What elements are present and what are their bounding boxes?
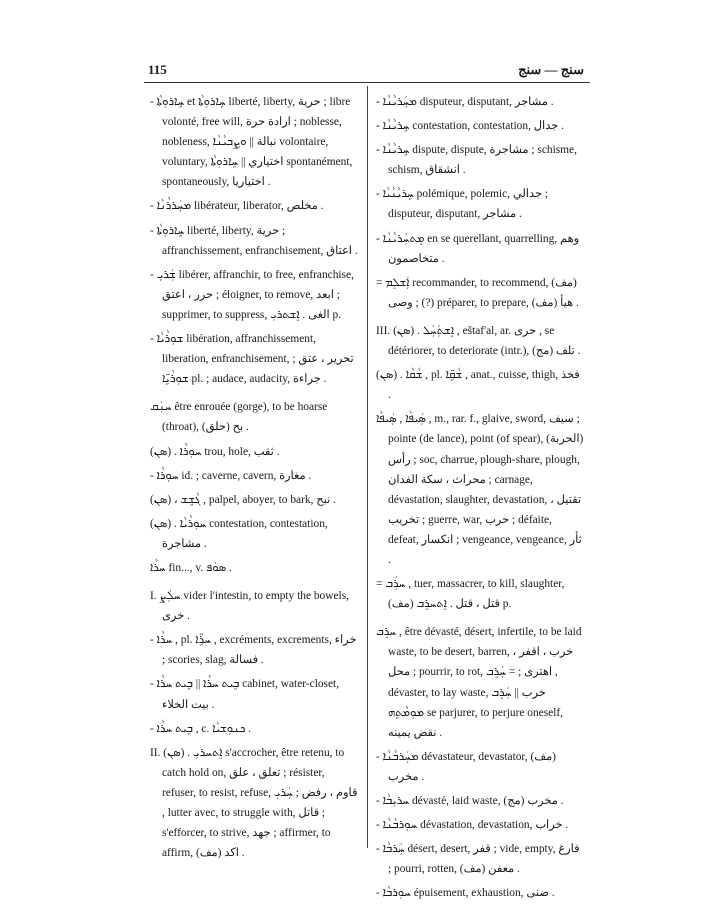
dictionary-entry: - ܡܚܲܪܝܵܢܵܐ disputeur, disputant, مشاجر . — [376, 96, 554, 108]
dictionary-entry: (ܣܢ) ، ܓܵܫܹܫ , palpel, aboyer, to bark, نبح . — [150, 493, 336, 506]
dictionary-entry: - ܚܘܼܪܒܵܐ épuisement, exhaustion, ضنى . — [376, 887, 555, 900]
running-head: سنج — سنج — [518, 62, 584, 77]
column-divider — [367, 86, 368, 848]
dictionary-entry: ܣܲܝܦܵܐ , ܣܲܝܦܵܐ , m., rar. f., glaive, sword, سيف ; pointe (de lance), point (of spear), (الحربة) رأس ; soc, charrue, plough-share, plough, محراث ، سكة الفدان ; carnage, dévastation, slaughter, devastation, تقتيل ، تخريب ; guerre, war, حرب ; défaite, defeat, انكسار ; vengeance, vengeance, ثأر . — [376, 413, 584, 566]
dictionary-entry: ܚܪܵܐ fin..., v. ܣܘܿܦ . — [150, 561, 232, 574]
dictionary-entry: (ܣܢ) . ܫܵܩܵܐ , pl. ܫܵܩܹ̈ܐ , anat., cuisse, thigh, فخذ . — [376, 369, 580, 402]
dictionary-entry: ܚܢܲܩ être enrouée (gorge), to be hoarse (throat), بح (حلق) . — [150, 401, 328, 434]
dictionary-entry: - ܚܹܪܝܵܢܵܐ contestation, contestation, جدال . — [376, 120, 564, 133]
dictionary-entry: - ܚܲܪܒܵܐ désert, desert, قفر ; vide, empty, فارغ ; pourri, rotten, (مف) معفن . — [376, 843, 580, 876]
dictionary-entry: - ܚܹܐܪܘܼܬܵܐ et ܚܹܐܪܘܼܬܵܐ liberté, liberty, حرية ; libre volonté, free will, ارادة حرة ; noblesse, nobleness, نبالة || ܘܨܼܒܝܵܢܵܐ volontaire, voluntary, اختياري || ܚܹܐܪܘܼܬܵܐ spontanément, spontaneously, اختياريا . — [150, 96, 353, 189]
header-rule — [144, 82, 590, 83]
dictionary-entry: I. ܚܠܲܨ vider l'intestin, to empty the bowels, خرى . — [150, 590, 349, 623]
page-header — [148, 62, 584, 80]
dictionary-entry: - ܡܸܬܚܲܪܝܵܢܵܐ en se querellant, quarrelling, وهم متخاصمون . — [376, 232, 580, 265]
dictionary-entry: - ܫܲܪܝܼ libérer, affranchir, to free, enfranchise, حرر ، اعتق ; éloigner, to remove, ابعد ; supprimer, to suppress, الغى . ܐܸܫܬܪܝܼ p. — [150, 268, 354, 321]
right-column — [376, 92, 584, 907]
dictionary-entry: III. (ܣܢ) . ܐܸܫܬܲܚܲܠ , eštaf'al, ar. حرى , se détériorer, to deteriorate (intr.), (مج) تلف . — [376, 324, 581, 358]
dictionary-entry: - ܚܘܼܪܒܵܢܵܐ dévastation, devastation, خراب . — [376, 819, 569, 832]
page-number: 115 — [148, 62, 167, 77]
dictionary-entry: - ܒܹܝܬ ܚܪܵܐ , c. ܟܢܘܼܫܝܵܐ . — [150, 722, 252, 735]
dictionary-entry: - ܡܚܲܪܒܵܢܵܐ dévastateur, devastator, (مف) مخرب . — [376, 750, 556, 783]
dictionary-entry: - ܚܘܼܪܵܐ id. ; caverne, cavern, مغارة . — [150, 469, 312, 482]
dictionary-entry: (ܣܢ) . ܚܘܼܪܵܝܵܐ contestation, contestation, مشاجرة . — [150, 517, 328, 550]
dictionary-entry: - ܫܘܼܪܵܝܵܐ libération, affranchissement, liberation, enfranchisement, تحرير ، عتق ; ܫܘܼܪܵܝܹ̈ܐ pl. ; audace, audacity, جراءة . — [150, 333, 354, 386]
dictionary-entry: - ܒܹܝܬ ܚܪܵܐ || ܒܹܝܬ ܚܪܵܐ cabinet, water-closet, بيت الخلاء . — [150, 678, 340, 711]
dictionary-entry: - ܚܹܪܝܵܢܵܐ dispute, dispute, مشاجرة ; schisme, schism, انشقاق . — [376, 144, 577, 177]
left-column — [150, 92, 358, 867]
dictionary-entry: - ܡܚܲܪܪܵܢܵܐ libérateur, liberator, مخلص . — [150, 200, 324, 213]
dictionary-entry: - ܚܹܐܪܘܼܬܵܐ liberté, liberty, حرية ; affranchissement, enfranchisement, اعتاق . — [150, 224, 358, 257]
dictionary-entry: - ܚܹܪܝܵܢܵܝܵܐ polémique, polemic, جدالي ; disputeur, disputant, مشاجر . — [376, 188, 549, 221]
dictionary-entry: II. (ܣܢ) . ܐܸܬܚܪܝܼ s'accrocher, être retenu, to catch hold on, تعلق ، علق ; résister, refuser, to resist, refuse, قاوم ، رفض ; ܚܲܪܝܼ , lutter avec, to struggle with, قاتل ; s'efforcer, to strive, جهد ; affirmer, to affirm, (مف) اكد . — [150, 746, 358, 860]
dictionary-entry: = ܚܪܲܒ , tuer, massacrer, to kill, slaughter, (مف) قتل ، قتل . ܐܸܬܚܪܸܒ p. — [376, 578, 565, 611]
dictionary-entry: = ܐܲܫܠܸܡ recommander, to recommend, (مف) وصى ; (?) préparer, to prepare, (مف) هيأ . — [376, 276, 579, 309]
dictionary-entry: - ܚܪܝܼܒܵܐ dévasté, laid waste, (مج) مخرب . — [376, 795, 564, 807]
dictionary-entry: - ܚܪܵܐ , pl. ܚܪܹ̈ܐ , excréments, excrements, خراء ; scories, slag, فسالة . — [150, 634, 357, 667]
dictionary-entry: (ܣܢ) . ܚܘܼܪܵܐ trou, hole, ثقب . — [150, 445, 280, 458]
dictionary-entry: ܚܪܸܒ , être dévasté, désert, infertile, to be laid waste, to be desert, barren, خرب ، اقفر ، محل ; pourrir, to rot, اهترى ; = ܚܲܪܸܒ , dévaster, to lay waste, خرب || ܚܲܪܸܒ ܡܘܼܡܵܬܹܗ se parjurer, to perjure oneself, نقض يمينه . — [376, 626, 582, 739]
